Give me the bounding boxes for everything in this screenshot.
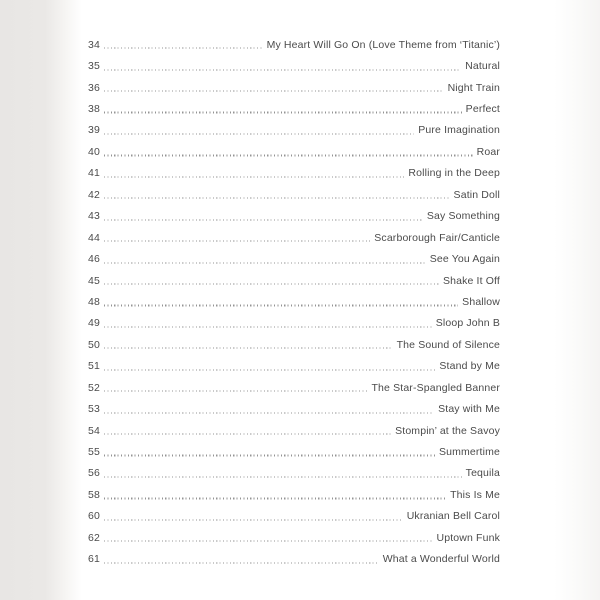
song-title: Shallow: [462, 295, 500, 308]
dot-leader: [104, 69, 461, 70]
dot-leader: [104, 91, 444, 92]
toc-page-number: 36: [88, 81, 100, 94]
toc-page-number: 56: [88, 467, 100, 480]
dot-leader: [104, 391, 367, 392]
toc-page-number: 55: [88, 446, 100, 459]
dot-leader: [104, 519, 403, 520]
dot-leader: [104, 455, 435, 456]
song-title: Shake It Off: [442, 274, 500, 287]
dot-leader: [104, 48, 263, 49]
dot-leader: [104, 241, 370, 242]
toc-page-number: 34: [88, 38, 100, 51]
toc-row: [75, 206, 500, 227]
song-title: Uptown Funk: [436, 531, 500, 544]
song-title: Ukranian Bell Carol: [406, 510, 500, 523]
toc-page-number: 54: [88, 424, 100, 437]
song-title: Stay with Me: [438, 403, 500, 416]
toc-row: [75, 248, 500, 269]
toc-row: [75, 334, 500, 355]
toc-page-number: 52: [88, 381, 100, 394]
dot-leader: [104, 476, 462, 477]
toc-row: [75, 377, 500, 398]
toc-row: [75, 506, 500, 527]
toc-page-number: 61: [88, 553, 100, 566]
song-title: Rolling in the Deep: [408, 167, 500, 180]
page-edge-shadow-right: [554, 0, 600, 600]
dot-leader: [104, 219, 423, 220]
page-edge-shadow-left: [0, 0, 82, 600]
toc-page-number: 46: [88, 253, 100, 266]
toc-page-number: 45: [88, 274, 100, 287]
dot-leader: [104, 283, 439, 284]
toc-row: [75, 313, 500, 334]
toc-page-number: 40: [88, 145, 100, 158]
toc-row: [75, 356, 500, 377]
toc-page-number: 62: [88, 531, 100, 544]
toc-page-number: 50: [88, 338, 100, 351]
toc-row: [75, 398, 500, 419]
toc-row: [75, 141, 500, 162]
toc-page-number: 43: [88, 210, 100, 223]
toc-page-number: 39: [88, 124, 100, 137]
song-title: Stand by Me: [439, 360, 500, 373]
dot-leader: [104, 498, 446, 499]
toc-page-number: 49: [88, 317, 100, 330]
song-title: Stompin’ at the Savoy: [395, 424, 500, 437]
toc-page-number: 41: [88, 167, 100, 180]
song-title: The Sound of Silence: [396, 338, 500, 351]
dot-leader: [104, 198, 450, 199]
toc-row: [75, 463, 500, 484]
dot-leader: [104, 155, 473, 156]
toc-row: [75, 34, 500, 55]
dot-leader: [104, 412, 434, 413]
dot-leader: [104, 434, 391, 435]
song-title: Tequila: [465, 467, 500, 480]
song-title: Night Train: [447, 81, 500, 94]
toc-row: [75, 98, 500, 119]
song-title: The Star-Spangled Banner: [371, 381, 500, 394]
toc-page-number: 58: [88, 488, 100, 501]
toc-row: [75, 549, 500, 570]
toc-row: [75, 441, 500, 462]
toc-page-number: 60: [88, 510, 100, 523]
dot-leader: [104, 112, 462, 113]
dot-leader: [104, 348, 393, 349]
song-title: My Heart Will Go On (Love Theme from ‘Titanic’): [266, 38, 500, 51]
song-title: Scarborough Fair/Canticle: [374, 231, 500, 244]
song-title: Perfect: [465, 103, 500, 116]
dot-leader: [104, 262, 426, 263]
toc-row: [75, 227, 500, 248]
toc-page-number: 35: [88, 60, 100, 73]
song-title: Sloop John B: [435, 317, 500, 330]
dot-leader: [104, 305, 458, 306]
song-title: Natural: [465, 60, 500, 73]
toc-row: [75, 55, 500, 76]
toc-page-number: 51: [88, 360, 100, 373]
toc-row: [75, 484, 500, 505]
toc-row: [75, 120, 500, 141]
song-title: Pure Imagination: [418, 124, 500, 137]
toc-list: [75, 34, 500, 570]
toc-page-number: 42: [88, 188, 100, 201]
toc-page-number: 53: [88, 403, 100, 416]
song-title: See You Again: [429, 253, 500, 266]
toc-row: [75, 163, 500, 184]
dot-leader: [104, 562, 379, 563]
toc-row: [75, 527, 500, 548]
toc-page-number: 48: [88, 295, 100, 308]
dot-leader: [104, 133, 414, 134]
toc-page-number: 38: [88, 103, 100, 116]
toc-page-number: 44: [88, 231, 100, 244]
dot-leader: [104, 176, 404, 177]
toc-row: [75, 291, 500, 312]
song-title: Say Something: [426, 210, 500, 223]
song-title: Satin Doll: [453, 188, 500, 201]
toc-row: [75, 77, 500, 98]
song-title: What a Wonderful World: [382, 553, 500, 566]
toc-row: [75, 184, 500, 205]
dot-leader: [104, 541, 432, 542]
toc-row: [75, 420, 500, 441]
song-title: Summertime: [438, 446, 500, 459]
song-title: Roar: [476, 145, 500, 158]
toc-row: [75, 270, 500, 291]
dot-leader: [104, 369, 435, 370]
dot-leader: [104, 326, 432, 327]
song-title: This Is Me: [450, 488, 500, 501]
